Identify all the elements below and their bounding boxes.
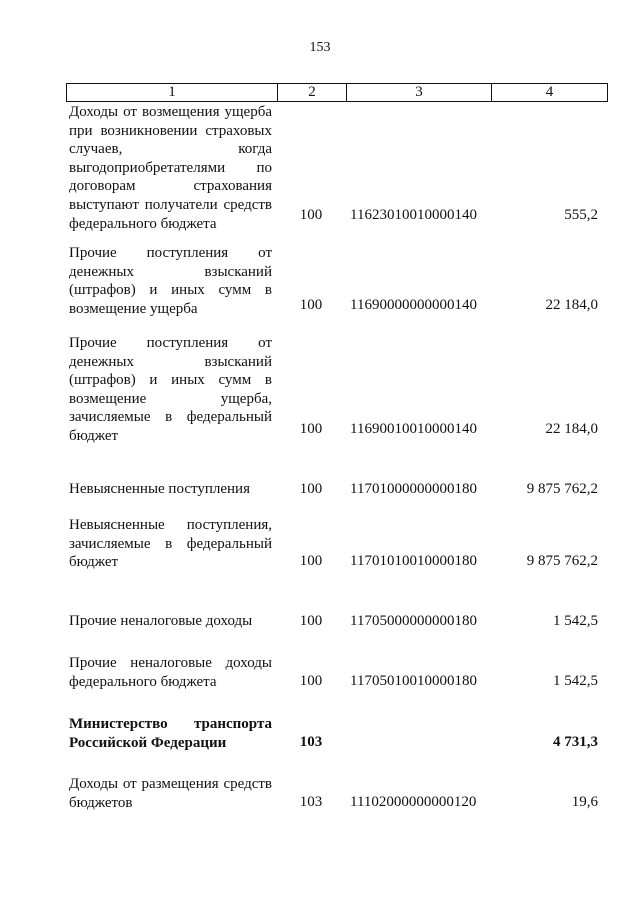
row-admin-code: 103 xyxy=(299,734,323,750)
row-admin-code: 100 xyxy=(299,613,323,629)
row-kbk-code: 11690000000000140 xyxy=(350,297,477,313)
row-kbk-code: 11705000000000180 xyxy=(350,613,477,629)
header-col-4: 4 xyxy=(545,84,554,100)
row-name: Доходы от размещения средств бюджетов xyxy=(69,776,272,811)
row-kbk-code: 11102000000000120 xyxy=(350,794,477,810)
row-kbk-code: 11690010010000140 xyxy=(350,421,477,437)
header-col-3: 3 xyxy=(347,84,492,101)
row-amount: 1 542,5 xyxy=(553,613,598,629)
row-name: Прочие поступления от денежных взысканий (штрафов) и иных сумм в возмещение ущерба, зачисляемые в федеральный бюджет xyxy=(69,335,272,444)
row-admin-code: 100 xyxy=(299,673,323,689)
row-name: Прочие поступления от денежных взысканий (штрафов) и иных сумм в возмещение ущерба xyxy=(69,245,272,317)
row-name: Невыясненные поступления, зачисляемые в федеральный бюджет xyxy=(69,517,272,571)
row-kbk-code: 11701000000000180 xyxy=(350,481,477,497)
row-kbk-code: 11705010010000180 xyxy=(350,673,477,689)
row-admin-code: 100 xyxy=(299,207,323,223)
table-header xyxy=(66,83,608,102)
page-number: 153 xyxy=(309,40,331,55)
row-admin-code: 100 xyxy=(299,553,323,569)
row-admin-code: 103 xyxy=(299,794,323,810)
header-col-1: 1 xyxy=(67,84,278,101)
row-amount: 4 731,3 xyxy=(553,734,598,750)
row-amount: 555,2 xyxy=(564,207,598,223)
row-amount: 9 875 762,2 xyxy=(526,481,598,497)
row-amount: 9 875 762,2 xyxy=(526,553,598,569)
row-amount: 1 542,5 xyxy=(553,673,598,689)
row-name: Невыясненные поступления xyxy=(69,481,250,497)
row-amount: 19,6 xyxy=(571,794,598,810)
row-name: Прочие неналоговые доходы xyxy=(69,613,253,629)
row-kbk-code: 11701010010000180 xyxy=(350,553,477,569)
row-admin-code: 100 xyxy=(299,297,323,313)
row-name: Министерство транспорта Российской Федерации xyxy=(69,716,272,751)
row-admin-code: 100 xyxy=(299,481,323,497)
row-admin-code: 100 xyxy=(299,421,323,437)
row-kbk-code: 11623010010000140 xyxy=(350,207,477,223)
header-col-2: 2 xyxy=(278,84,347,101)
row-amount: 22 184,0 xyxy=(545,297,598,313)
row-name: Доходы от возмещения ущерба при возникновении страховых случаев, когда выгодоприобретателями по договорам страхования выступают получатели средств федерального бюджета xyxy=(69,104,272,232)
row-name: Прочие неналоговые доходы федерального бюджета xyxy=(69,655,272,690)
row-amount: 22 184,0 xyxy=(545,421,598,437)
